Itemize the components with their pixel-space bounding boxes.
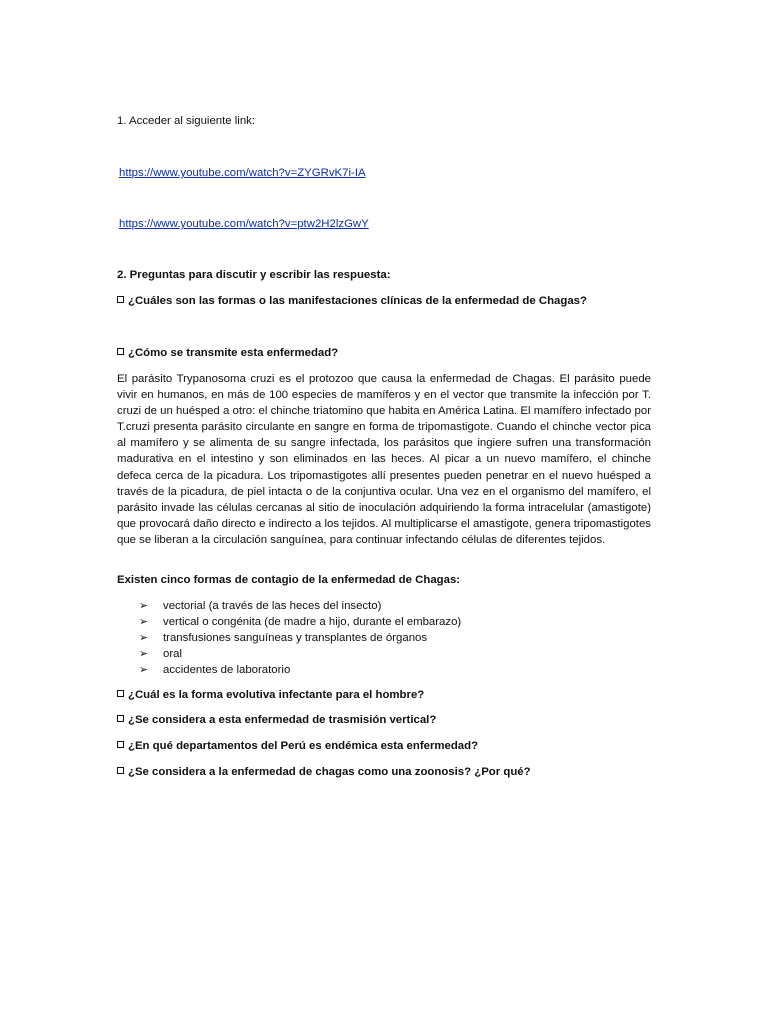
contagion-heading: Existen cinco formas de contagio de la enfermedad de Chagas:	[117, 574, 461, 586]
checkbox-square-icon	[117, 296, 124, 303]
arrow-bullet-icon: ➢	[139, 600, 149, 612]
list-item: ➢ oral	[139, 648, 182, 660]
list-item: ➢ vectorial (a través de las heces del insecto)	[139, 600, 382, 612]
checkbox-square-icon	[117, 690, 124, 697]
list-item: ➢ accidentes de laboratorio	[139, 664, 291, 676]
step-2-heading: 2. Preguntas para discutir y escribir las respuesta:	[117, 269, 391, 281]
question-3	[117, 688, 424, 702]
question-5	[117, 739, 478, 753]
arrow-bullet-icon: ➢	[139, 664, 149, 676]
checkbox-square-icon	[117, 715, 124, 722]
question-4-text: ¿Se considera a esta enfermedad de trasmisión vertical?	[128, 714, 437, 726]
list-item: ➢ vertical o congénita (de madre a hijo, durante el embarazo)	[139, 616, 462, 628]
question-3-text: ¿Cuál es la forma evolutiva infectante para el hombre?	[128, 689, 425, 701]
question-2-text: ¿Cómo se transmite esta enfermedad?	[128, 347, 339, 359]
answer-paragraph: El parásito Trypanosoma cruzi es el protozoo que causa la enfermedad de Chagas. El parásito puede vivir en humanos, en más de 100 especies de mamíferos y en el vector que transmite la infección por T. cruzi de un huésped a otro: el chinche triatomino que habita en América Latina. El mamífero infectado por T.cruzi presenta parásito circulante en sangre en forma de tripomastigote. Cuando el chinche vector pica al mamífero y se alimenta de su sangre infectada, los parásitos que ingiere sufren una transformación madurativa en el intestino y son eliminados en las heces. Al picar a un nuevo mamífero, el chinche defeca cerca de la picadura. Los tripomastigotes allí presentes pueden penetrar en el nuevo huésped a través de la picadura, de piel intacta o de la conjuntiva ocular. Una vez en el organismo del mamífero, el parásito invade las células cercanas al sitio de inoculación adquiriendo la forma intracelular (amastigote) que provocará daño directo e indirecto a los tejidos. Al multiplicarse el amastigote, genera tripomastigotes que se liberan a la circulación sanguínea, para continuar infectando células de diferentes tejidos.	[117, 373, 651, 546]
question-1-text: ¿Cuáles son las formas o las manifestaciones clínicas de la enfermedad de Chagas?	[128, 295, 587, 307]
question-6-text: ¿Se considera a la enfermedad de chagas como una zoonosis? ¿Por qué?	[128, 766, 531, 778]
question-1	[117, 294, 587, 308]
arrow-bullet-icon: ➢	[139, 648, 149, 660]
arrow-bullet-icon: ➢	[139, 632, 149, 644]
checkbox-square-icon	[117, 741, 124, 748]
contagion-list	[139, 598, 461, 678]
step-1-label: 1. Acceder al siguiente link:	[117, 115, 256, 127]
checkbox-square-icon	[117, 348, 124, 355]
question-4	[117, 713, 436, 727]
youtube-link-2[interactable]: https://www.youtube.com/watch?v=ptw2H2lzGwY	[119, 218, 369, 230]
question-2	[117, 346, 338, 360]
question-5-text: ¿En qué departamentos del Perú es endémica esta enfermedad?	[128, 740, 479, 752]
arrow-bullet-icon: ➢	[139, 616, 149, 628]
list-item: ➢ transfusiones sanguíneas y transplantes de órganos	[139, 632, 428, 644]
checkbox-square-icon	[117, 767, 124, 774]
question-6	[117, 765, 531, 779]
youtube-link-1[interactable]: https://www.youtube.com/watch?v=ZYGRvK7i-IA	[119, 167, 366, 179]
